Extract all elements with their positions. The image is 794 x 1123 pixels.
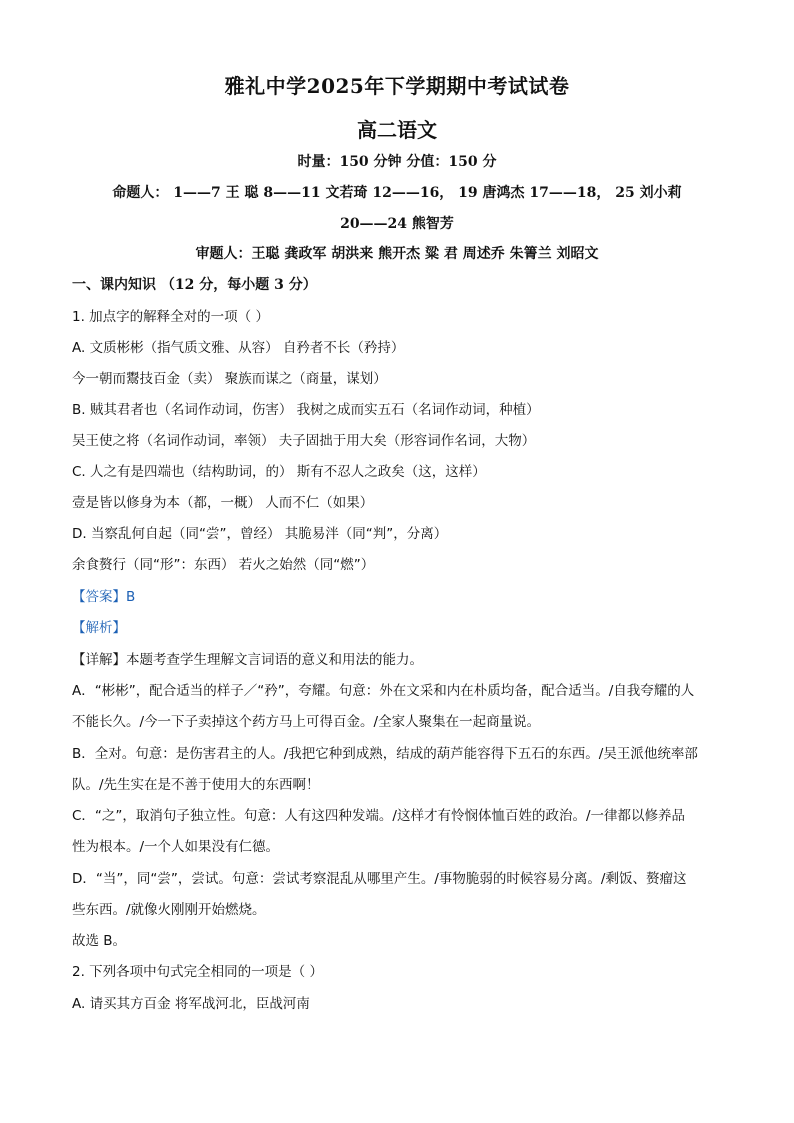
authors-line-2: 20——24 熊智芳: [340, 216, 454, 232]
analysis-label: 【解析】: [72, 620, 126, 636]
option-b-line-2: 吴王使之将（名词作动词，率领） 夫子固拙于用大矣（形容词作名词，大物）: [72, 433, 536, 449]
explanation-b-line-2: 队。/先生实在是不善于使用大的东西啊！: [72, 777, 320, 793]
explanation-a-line-2: 不能长久。/今一下子卖掉这个药方马上可得百金。/全家人聚集在一起商量说。: [72, 714, 541, 730]
option-b-line-1: B. 贼其君者也（名词作动词，伤害） 我树之成而实五石（名词作动词，种植）: [72, 402, 540, 418]
explanation-d-line-1: D．“当”，同“尝”，尝试。句意：尝试考察混乱从哪里产生。/事物脆弱的时候容易分离。/剩饭、赘瘤这: [72, 871, 687, 887]
exam-time-score: 时量：150 分钟 分值：150 分: [297, 154, 497, 170]
option-a-line-2: 今一朝而鬻技百金（卖） 聚族而谋之（商量，谋划）: [72, 371, 387, 387]
reviewers-line: 审题人：王聪 龚政军 胡洪来 熊开杰 粱 君 周述乔 朱箐兰 刘昭文: [195, 246, 599, 262]
explanation-c-line-1: C．“之”，取消句子独立性。句意：人有这四种发端。/这样才有怜悯体恤百姓的政治。/一律都以修养品: [72, 808, 686, 824]
option-c-line-1: C. 人之有是四端也（结构助词，的） 斯有不忍人之政矣（这，这样）: [72, 464, 486, 480]
detail-intro: 【详解】本题考查学生理解文言词语的意义和用法的能力。: [72, 652, 423, 668]
answer-label: 【答案】B: [72, 589, 136, 605]
conclusion: 故选 B。: [72, 933, 127, 949]
option-d-line-1: D. 当察乱何自起（同“尝”，曾经） 其脆易泮（同“判”，分离）: [72, 526, 448, 542]
exam-subject: 高二语文: [357, 118, 437, 142]
question-2-option-a: A. 请买其方百金 将军战河北，臣战河南: [72, 996, 310, 1012]
option-d-line-2: 余食赘行（同“形”：东西） 若火之始然（同“燃”）: [72, 557, 375, 573]
authors-line-1: 命题人： 1——7 王 聪 8——11 文若琦 12——16， 19 唐鸿杰 17——18， 25 刘小莉: [112, 185, 682, 201]
section-heading: 一、课内知识 （12 分，每小题 3 分）: [72, 277, 317, 293]
exam-title: 雅礼中学2025年下学期期中考试试卷: [224, 74, 570, 98]
explanation-a-line-1: A．“彬彬”，配合适当的样子／“矜”，夸耀。句意：外在文采和内在朴质均备，配合适当。/自我夸耀的人: [72, 683, 695, 699]
explanation-d-line-2: 些东西。/就像火刚刚开始燃烧。: [72, 902, 266, 918]
question-1-stem: 1. 加点字的解释全对的一项（ ）: [72, 309, 269, 325]
explanation-c-line-2: 性为根本。/一个人如果没有仁德。: [72, 839, 280, 855]
question-2-stem: 2. 下列各项中句式完全相同的一项是（ ）: [72, 964, 323, 980]
option-a-line-1: A. 文质彬彬（指气质文雅、从容） 自矜者不长（矜持）: [72, 340, 405, 356]
explanation-b-line-1: B．全对。句意：是伤害君主的人。/我把它种到成熟，结成的葫芦能容得下五石的东西。/吴王派他统率部: [72, 746, 698, 762]
option-c-line-2: 壹是皆以修身为本（都，一概） 人而不仁（如果）: [72, 495, 374, 511]
